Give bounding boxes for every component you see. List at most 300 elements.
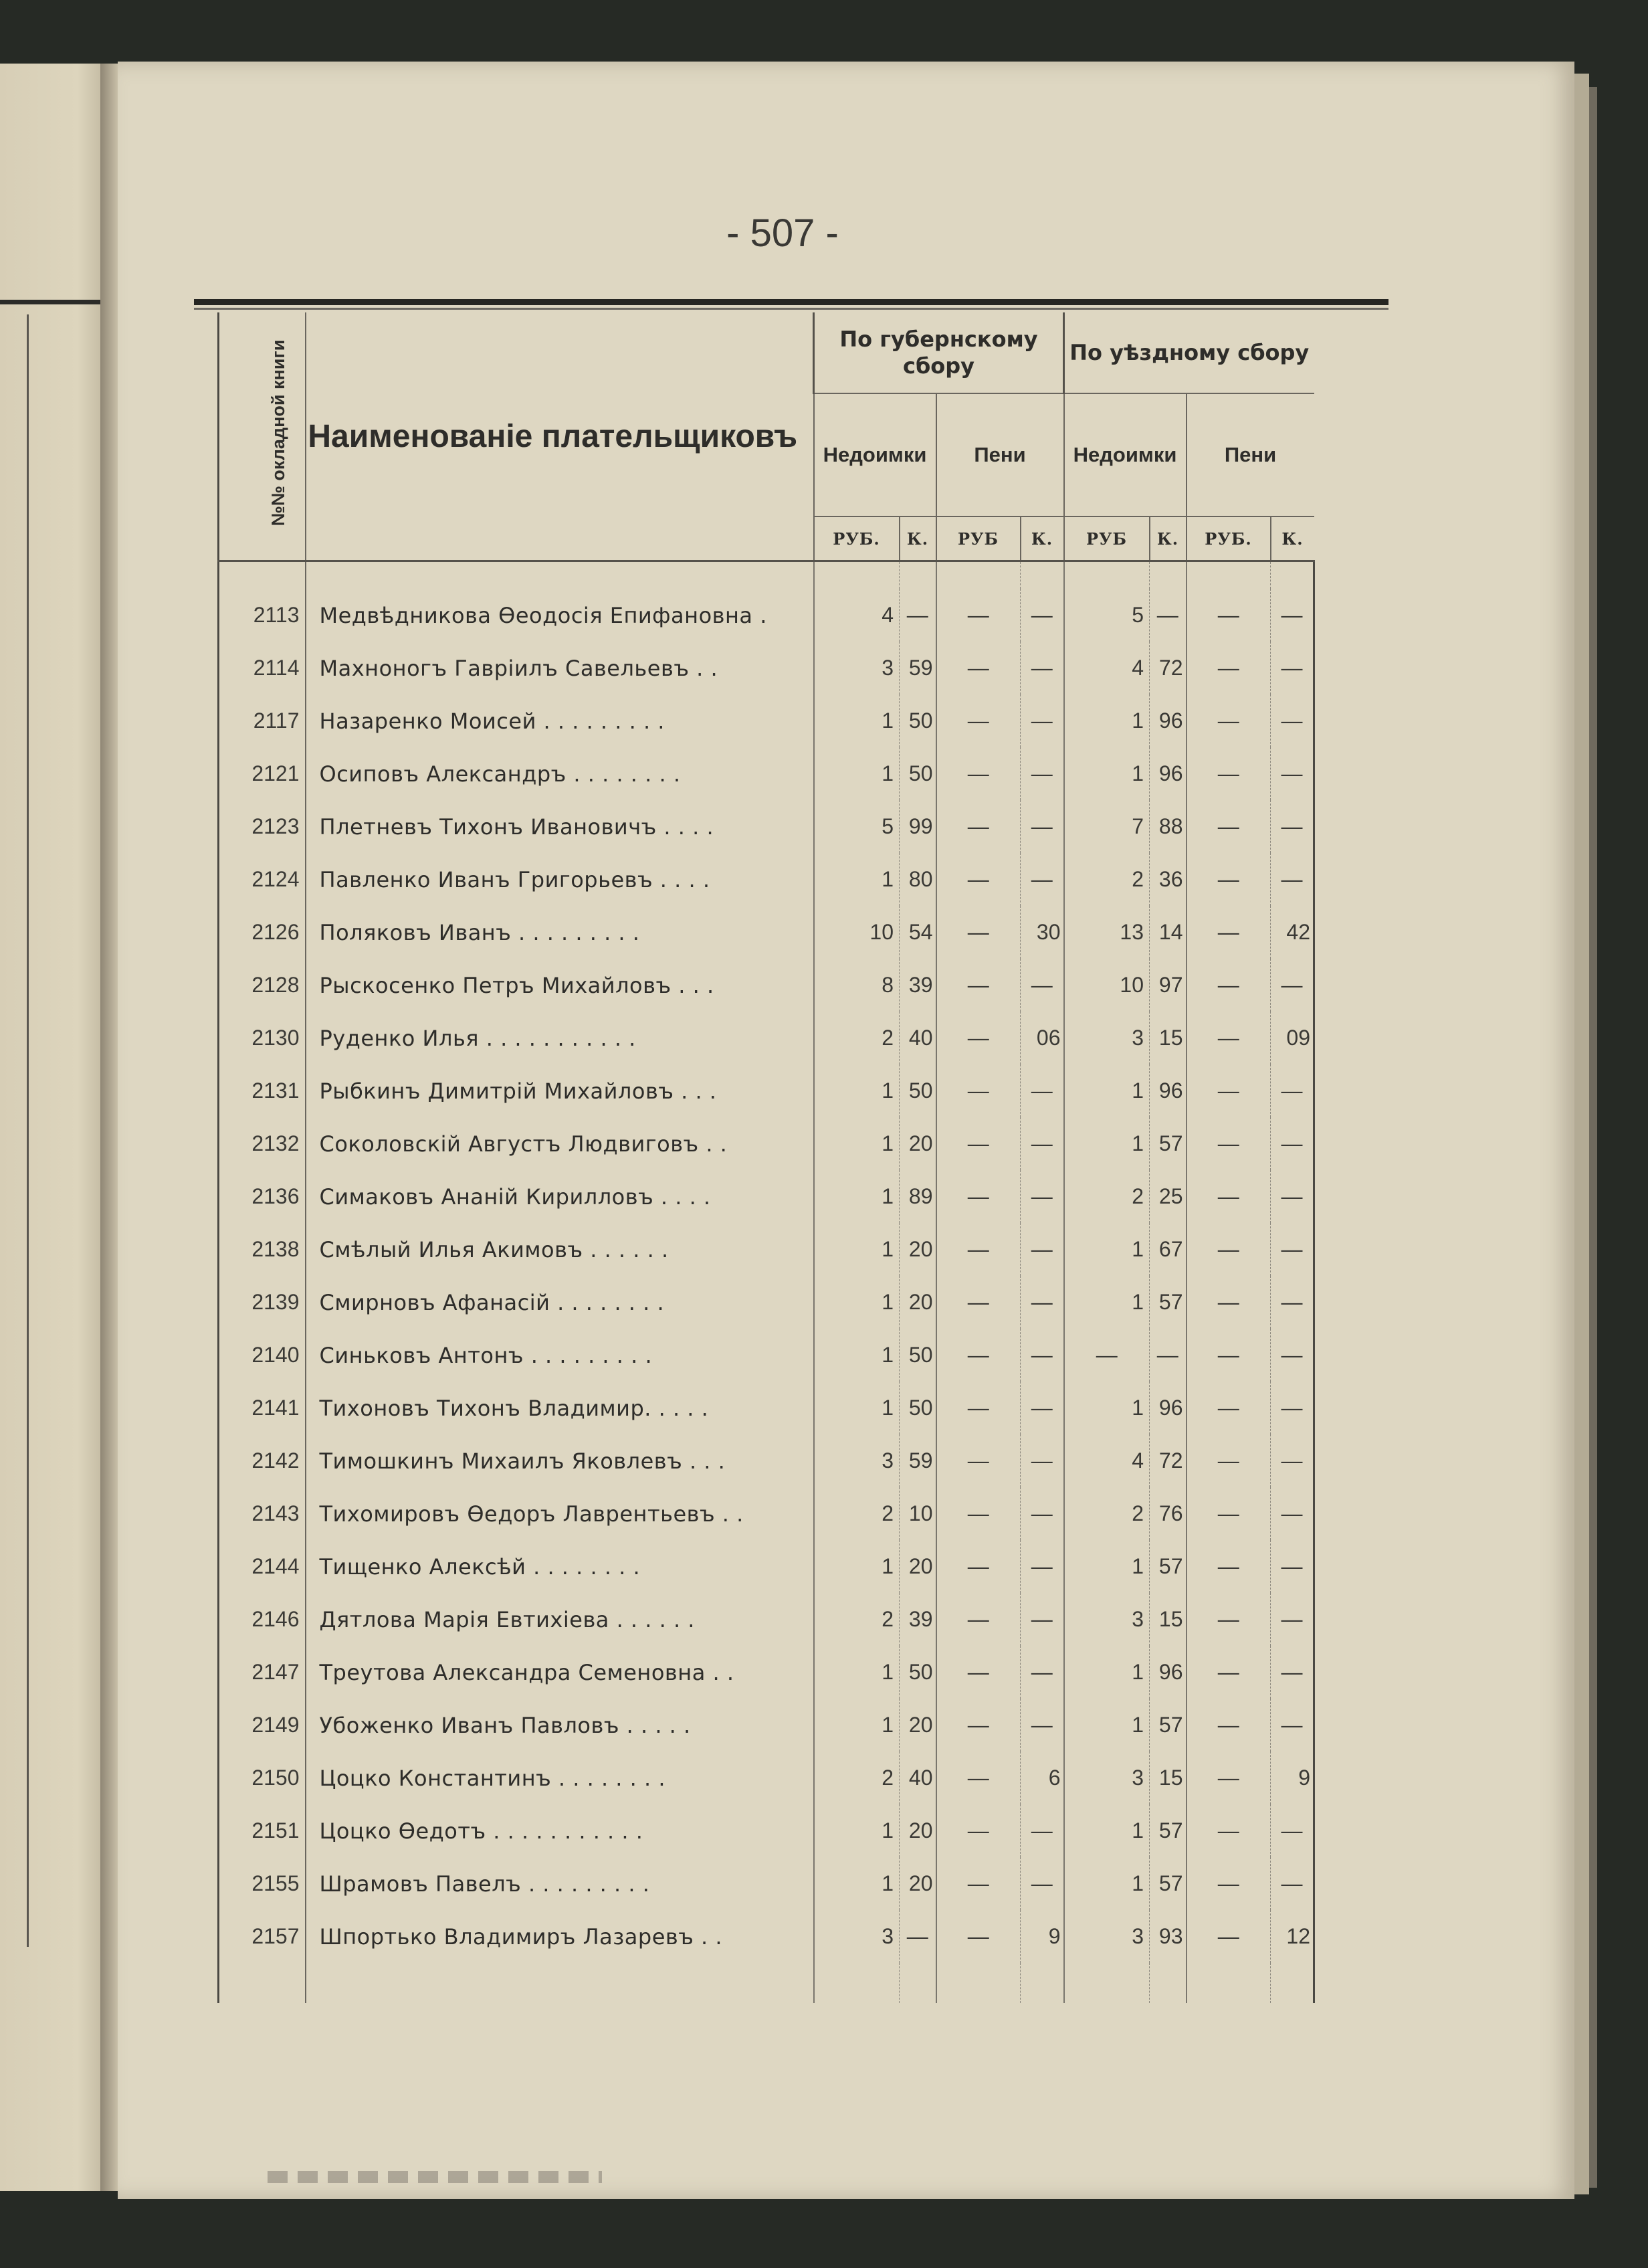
book-number: 2132	[219, 1117, 306, 1170]
uezd-arrears-rub: 5	[1064, 589, 1150, 642]
gub-arrears-rub: 2	[814, 1487, 900, 1540]
uezd-penalty-rub: —	[1187, 1434, 1271, 1487]
uezd-arrears-rub: 1	[1064, 1699, 1150, 1752]
gub-arrears-kop: 39	[900, 1593, 936, 1646]
gub-penalty-kop: 6	[1021, 1752, 1064, 1804]
payer-name: Шрамовъ Павелъ . . . . . . . . .	[319, 1871, 650, 1897]
gub-arrears-rub: 2	[814, 1752, 900, 1804]
payer-name: Смѣлый Илья Акимовъ . . . . . .	[319, 1236, 669, 1262]
uezd-penalty-rub: —	[1187, 1117, 1271, 1170]
book-number: 2146	[219, 1593, 306, 1646]
uezd-arrears-rub: 2	[1064, 853, 1150, 906]
table-row	[219, 1593, 1314, 1646]
gub-penalty-rub: —	[936, 959, 1021, 1012]
uezd-arrears-rub: 3	[1064, 1752, 1150, 1804]
gub-arrears-kop: 20	[900, 1699, 936, 1752]
gub-penalty-rub: —	[936, 1752, 1021, 1804]
gub-arrears-rub: 1	[814, 853, 900, 906]
uezd-penalty-kop: 09	[1271, 1012, 1314, 1064]
gub-arrears-kop: 50	[900, 694, 936, 747]
uezd-penalty-rub: —	[1187, 959, 1271, 1012]
uezd-arrears-kop: 72	[1150, 642, 1187, 694]
gub-penalty-kop: —	[1021, 959, 1064, 1012]
uezd-arrears-rub: 10	[1064, 959, 1150, 1012]
table-row	[219, 1276, 1314, 1329]
gub-penalty-rub: —	[936, 906, 1021, 959]
uezd-penalty-rub: —	[1187, 1752, 1271, 1804]
book-number: 2131	[219, 1064, 306, 1117]
uezd-penalty-kop: 9	[1271, 1752, 1314, 1804]
uezd-arrears-kop: 72	[1150, 1434, 1187, 1487]
gub-arrears-kop: 20	[900, 1540, 936, 1593]
gub-penalty-kop: 06	[1021, 1012, 1064, 1064]
gub-penalty-rub: —	[936, 589, 1021, 642]
gub-penalty-kop: —	[1021, 800, 1064, 853]
table-row	[219, 1752, 1314, 1804]
table-row	[219, 589, 1314, 642]
uezd-penalty-rub: —	[1187, 747, 1271, 800]
uezd-penalty-rub: —	[1187, 642, 1271, 694]
gub-arrears-kop: 59	[900, 1434, 936, 1487]
gub-arrears-rub: 3	[814, 1910, 900, 1963]
uezd-penalty-kop: —	[1271, 959, 1314, 1012]
page-edge-shadow	[1589, 87, 1597, 2188]
uezd-arrears-kop: 57	[1150, 1276, 1187, 1329]
table-row	[219, 800, 1314, 853]
book-number: 2136	[219, 1170, 306, 1223]
uezd-penalty-rub: —	[1187, 1540, 1271, 1593]
ledger-body	[219, 561, 1314, 2004]
gub-penalty-rub: —	[936, 1487, 1021, 1540]
gub-penalty-kop: 30	[1021, 906, 1064, 959]
gub-arrears-kop: 89	[900, 1170, 936, 1223]
payer-name: Соколовскій Августъ Людвиговъ . .	[319, 1131, 728, 1157]
uezd-penalty-rub: —	[1187, 694, 1271, 747]
gub-arrears-kop: 54	[900, 906, 936, 959]
header-uezd-levy: По уѣздному сбору	[1064, 312, 1314, 393]
table-row	[219, 747, 1314, 800]
book-number: 2140	[219, 1329, 306, 1382]
uezd-arrears-kop: 15	[1150, 1593, 1187, 1646]
unit-kop: К.	[1150, 516, 1187, 561]
gub-arrears-rub: 1	[814, 1857, 900, 1910]
book-number: 2113	[219, 589, 306, 642]
book-number: 2141	[219, 1382, 306, 1434]
uezd-penalty-kop: —	[1271, 1276, 1314, 1329]
gub-arrears-kop: 39	[900, 959, 936, 1012]
uezd-penalty-rub: —	[1187, 1646, 1271, 1699]
gub-arrears-kop: 10	[900, 1487, 936, 1540]
table-row	[219, 1329, 1314, 1382]
uezd-arrears-rub: 1	[1064, 1223, 1150, 1276]
payer-name: Осиповъ Александръ . . . . . . . .	[319, 761, 681, 787]
gub-penalty-rub: —	[936, 1012, 1021, 1064]
gub-arrears-rub: 1	[814, 694, 900, 747]
gub-arrears-kop: 50	[900, 1382, 936, 1434]
table-row	[219, 1012, 1314, 1064]
uezd-penalty-rub: —	[1187, 1804, 1271, 1857]
gub-penalty-rub: —	[936, 1170, 1021, 1223]
header-arrears-1: Недоимки	[814, 393, 936, 516]
gub-arrears-kop: 50	[900, 747, 936, 800]
payer-name: Цоцко Ѳедотъ . . . . . . . . . . .	[319, 1818, 643, 1844]
unit-rub: РУБ.	[1187, 516, 1271, 561]
gub-arrears-rub: 1	[814, 1223, 900, 1276]
book-number: 2149	[219, 1699, 306, 1752]
gub-penalty-rub: —	[936, 1910, 1021, 1963]
uezd-arrears-kop: —	[1150, 589, 1187, 642]
gub-arrears-kop: 20	[900, 1117, 936, 1170]
gub-penalty-kop: —	[1021, 1804, 1064, 1857]
payer-name: Убоженко Иванъ Павловъ . . . . .	[319, 1712, 691, 1738]
uezd-penalty-kop: —	[1271, 1646, 1314, 1699]
uezd-arrears-kop: 57	[1150, 1804, 1187, 1857]
book-number: 2114	[219, 642, 306, 694]
table-row	[219, 1117, 1314, 1170]
gub-penalty-rub: —	[936, 1117, 1021, 1170]
header-penalty-1: Пени	[936, 393, 1064, 516]
uezd-arrears-rub: 1	[1064, 1540, 1150, 1593]
gub-penalty-kop: —	[1021, 1593, 1064, 1646]
gub-penalty-rub: —	[936, 1329, 1021, 1382]
payer-name: Синьковъ Антонъ . . . . . . . . .	[319, 1342, 653, 1368]
uezd-arrears-kop: 67	[1150, 1223, 1187, 1276]
uezd-arrears-kop: 57	[1150, 1699, 1187, 1752]
payer-name: Шпортько Владимиръ Лазаревъ . .	[319, 1923, 723, 1950]
uezd-arrears-kop: —	[1150, 1329, 1187, 1382]
table-row	[219, 1804, 1314, 1857]
gub-penalty-kop: —	[1021, 1540, 1064, 1593]
payer-name: Рыскосенко Петръ Михайловъ . . .	[319, 972, 714, 998]
book-number: 2121	[219, 747, 306, 800]
bottom-scan-artifact	[268, 2171, 602, 2183]
uezd-penalty-rub: —	[1187, 906, 1271, 959]
gub-arrears-kop: 50	[900, 1329, 936, 1382]
uezd-arrears-kop: 57	[1150, 1857, 1187, 1910]
book-number: 2155	[219, 1857, 306, 1910]
gub-arrears-rub: 1	[814, 1064, 900, 1117]
gub-arrears-kop: 99	[900, 800, 936, 853]
uezd-arrears-kop: 93	[1150, 1910, 1187, 1963]
gub-penalty-rub: —	[936, 1382, 1021, 1434]
uezd-penalty-kop: —	[1271, 1540, 1314, 1593]
gub-penalty-rub: —	[936, 1064, 1021, 1117]
table-row	[219, 906, 1314, 959]
gub-penalty-rub: —	[936, 1434, 1021, 1487]
payer-name: Треутова Александра Семеновна . .	[319, 1659, 734, 1685]
gub-penalty-rub: —	[936, 1276, 1021, 1329]
book-number: 2147	[219, 1646, 306, 1699]
uezd-arrears-rub: 3	[1064, 1012, 1150, 1064]
gub-arrears-rub: 2	[814, 1593, 900, 1646]
table-row	[219, 1857, 1314, 1910]
gub-arrears-rub: 3	[814, 642, 900, 694]
book-number: 2139	[219, 1276, 306, 1329]
payer-name: Симаковъ Ананій Кирилловъ . . . .	[319, 1184, 711, 1210]
gub-penalty-kop: 9	[1021, 1910, 1064, 1963]
book-number: 2144	[219, 1540, 306, 1593]
uezd-arrears-kop: 96	[1150, 694, 1187, 747]
uezd-penalty-kop: —	[1271, 1434, 1314, 1487]
unit-rub: РУБ.	[814, 516, 900, 561]
uezd-arrears-rub: 4	[1064, 642, 1150, 694]
gub-penalty-kop: —	[1021, 1382, 1064, 1434]
uezd-penalty-rub: —	[1187, 1276, 1271, 1329]
uezd-penalty-rub: —	[1187, 1382, 1271, 1434]
gub-penalty-rub: —	[936, 1857, 1021, 1910]
uezd-arrears-rub: 1	[1064, 694, 1150, 747]
uezd-penalty-rub: —	[1187, 853, 1271, 906]
uezd-penalty-kop: —	[1271, 642, 1314, 694]
gub-penalty-rub: —	[936, 694, 1021, 747]
uezd-arrears-rub: 1	[1064, 1117, 1150, 1170]
unit-kop: К.	[1271, 516, 1314, 561]
uezd-arrears-kop: 88	[1150, 800, 1187, 853]
unit-kop: К.	[900, 516, 936, 561]
uezd-penalty-rub: —	[1187, 1910, 1271, 1963]
uezd-penalty-rub: —	[1187, 1064, 1271, 1117]
unit-rub: РУБ	[1064, 516, 1150, 561]
gub-penalty-kop: —	[1021, 1276, 1064, 1329]
uezd-arrears-kop: 36	[1150, 853, 1187, 906]
uezd-arrears-rub: 13	[1064, 906, 1150, 959]
gub-penalty-kop: —	[1021, 642, 1064, 694]
left-page	[0, 64, 110, 2191]
uezd-penalty-kop: —	[1271, 1593, 1314, 1646]
uezd-arrears-kop: 15	[1150, 1752, 1187, 1804]
table-row	[219, 853, 1314, 906]
gub-penalty-rub: —	[936, 747, 1021, 800]
uezd-arrears-kop: 76	[1150, 1487, 1187, 1540]
gub-arrears-rub: 1	[814, 1276, 900, 1329]
uezd-arrears-kop: 15	[1150, 1012, 1187, 1064]
gub-penalty-kop: —	[1021, 1487, 1064, 1540]
gub-arrears-kop: 80	[900, 853, 936, 906]
payer-name: Тимошкинъ Михаилъ Яковлевъ . . .	[319, 1448, 726, 1474]
gub-arrears-rub: 2	[814, 1012, 900, 1064]
uezd-penalty-rub: —	[1187, 1012, 1271, 1064]
header-payer-name: Наименованіе плательщиковъ	[306, 312, 814, 561]
payer-name: Тихоновъ Тихонъ Владимир. . . . .	[319, 1395, 709, 1421]
uezd-penalty-kop: —	[1271, 1329, 1314, 1382]
gub-arrears-kop: 20	[900, 1804, 936, 1857]
gub-arrears-kop: 20	[900, 1223, 936, 1276]
unit-rub: РУБ	[936, 516, 1021, 561]
payer-name: Поляковъ Иванъ . . . . . . . . .	[319, 919, 640, 945]
uezd-penalty-kop: 12	[1271, 1910, 1314, 1963]
gub-arrears-kop: 50	[900, 1646, 936, 1699]
gub-penalty-rub: —	[936, 853, 1021, 906]
uezd-arrears-rub: 2	[1064, 1487, 1150, 1540]
page-edge	[1574, 74, 1589, 2194]
book-number: 2123	[219, 800, 306, 853]
table-row	[219, 1382, 1314, 1434]
uezd-penalty-kop: —	[1271, 589, 1314, 642]
gub-arrears-rub: 1	[814, 747, 900, 800]
table-row	[219, 1064, 1314, 1117]
gub-penalty-rub: —	[936, 1540, 1021, 1593]
table-row	[219, 1699, 1314, 1752]
payer-name: Руденко Илья . . . . . . . . . . .	[319, 1025, 636, 1051]
payer-name: Павленко Иванъ Григорьевъ . . . .	[319, 866, 710, 892]
uezd-penalty-kop: —	[1271, 1223, 1314, 1276]
gub-arrears-rub: 3	[814, 1434, 900, 1487]
gub-arrears-kop: 50	[900, 1064, 936, 1117]
payer-name: Смирновъ Афанасій . . . . . . . .	[319, 1289, 665, 1315]
gub-arrears-kop: 59	[900, 642, 936, 694]
header-gubernia-levy: По губернскому сбору	[814, 312, 1064, 393]
table-row	[219, 1170, 1314, 1223]
uezd-penalty-kop: —	[1271, 1487, 1314, 1540]
book-number: 2117	[219, 694, 306, 747]
uezd-arrears-rub: 1	[1064, 1646, 1150, 1699]
table-row	[219, 694, 1314, 747]
gub-arrears-rub: 4	[814, 589, 900, 642]
gub-arrears-kop: 40	[900, 1752, 936, 1804]
gub-penalty-kop: —	[1021, 694, 1064, 747]
book-number: 2124	[219, 853, 306, 906]
uezd-arrears-rub: 1	[1064, 1276, 1150, 1329]
uezd-arrears-kop: 96	[1150, 1382, 1187, 1434]
uezd-arrears-kop: 96	[1150, 1646, 1187, 1699]
payer-name: Медвѣдникова Ѳеодосія Епифановна .	[319, 602, 767, 628]
table-row	[219, 1540, 1314, 1593]
table-top-rule-thin	[194, 308, 1388, 310]
uezd-penalty-kop: —	[1271, 747, 1314, 800]
gub-penalty-kop: —	[1021, 1223, 1064, 1276]
uezd-arrears-kop: 96	[1150, 747, 1187, 800]
gub-penalty-kop: —	[1021, 1699, 1064, 1752]
table-row	[219, 1646, 1314, 1699]
gub-arrears-kop: 40	[900, 1012, 936, 1064]
gub-penalty-rub: —	[936, 1804, 1021, 1857]
uezd-arrears-kop: 97	[1150, 959, 1187, 1012]
gub-arrears-rub: 1	[814, 1646, 900, 1699]
uezd-penalty-kop: —	[1271, 1857, 1314, 1910]
uezd-penalty-kop: —	[1271, 1117, 1314, 1170]
uezd-arrears-kop: 57	[1150, 1540, 1187, 1593]
header-arrears-2: Недоимки	[1064, 393, 1187, 516]
table-row	[219, 1487, 1314, 1540]
uezd-arrears-kop: 14	[1150, 906, 1187, 959]
gub-penalty-kop: —	[1021, 1064, 1064, 1117]
uezd-penalty-kop: —	[1271, 1804, 1314, 1857]
book-number: 2151	[219, 1804, 306, 1857]
gub-penalty-rub: —	[936, 1223, 1021, 1276]
book-number: 2157	[219, 1910, 306, 1963]
gub-penalty-kop: —	[1021, 1434, 1064, 1487]
gub-arrears-rub: 1	[814, 1540, 900, 1593]
gub-penalty-kop: —	[1021, 1170, 1064, 1223]
uezd-arrears-rub: 1	[1064, 1382, 1150, 1434]
uezd-arrears-rub: 7	[1064, 800, 1150, 853]
book-number: 2128	[219, 959, 306, 1012]
page-number: - 507 -	[726, 211, 839, 255]
uezd-penalty-kop: —	[1271, 1699, 1314, 1752]
uezd-penalty-rub: —	[1187, 800, 1271, 853]
left-page-column-line	[27, 314, 29, 1947]
unit-kop: К.	[1021, 516, 1064, 561]
uezd-arrears-kop: 57	[1150, 1117, 1187, 1170]
book-number: 2142	[219, 1434, 306, 1487]
gub-arrears-kop: 20	[900, 1276, 936, 1329]
gub-penalty-kop: —	[1021, 1646, 1064, 1699]
uezd-arrears-rub: 2	[1064, 1170, 1150, 1223]
gub-arrears-rub: 1	[814, 1117, 900, 1170]
uezd-penalty-rub: —	[1187, 1329, 1271, 1382]
table-top-rule	[194, 299, 1388, 305]
gub-arrears-rub: 1	[814, 1804, 900, 1857]
gub-penalty-rub: —	[936, 642, 1021, 694]
payer-name: Тихомировъ Ѳедоръ Лаврентьевъ . .	[319, 1501, 744, 1527]
payer-name: Назаренко Моисей . . . . . . . . .	[319, 708, 665, 734]
gub-penalty-kop: —	[1021, 747, 1064, 800]
gub-arrears-rub: 1	[814, 1329, 900, 1382]
gub-arrears-rub: 10	[814, 906, 900, 959]
uezd-arrears-rub: 1	[1064, 1064, 1150, 1117]
uezd-arrears-rub: 1	[1064, 747, 1150, 800]
gub-arrears-kop: 20	[900, 1857, 936, 1910]
gub-arrears-rub: 1	[814, 1382, 900, 1434]
payer-name: Цоцко Константинъ . . . . . . . .	[319, 1765, 665, 1791]
gub-arrears-rub: 1	[814, 1170, 900, 1223]
uezd-penalty-rub: —	[1187, 1170, 1271, 1223]
payer-name: Рыбкинъ Димитрій Михайловъ . . .	[319, 1078, 717, 1104]
table-row	[219, 642, 1314, 694]
payer-name: Плетневъ Тихонъ Ивановичъ . . . .	[319, 814, 714, 840]
uezd-arrears-rub: 4	[1064, 1434, 1150, 1487]
payer-name: Тищенко Алексѣй . . . . . . . .	[319, 1553, 641, 1580]
gub-arrears-kop: —	[900, 589, 936, 642]
gub-arrears-kop: —	[900, 1910, 936, 1963]
uezd-arrears-rub: 1	[1064, 1804, 1150, 1857]
uezd-penalty-kop: —	[1271, 1170, 1314, 1223]
uezd-penalty-rub: —	[1187, 1223, 1271, 1276]
uezd-arrears-kop: 96	[1150, 1064, 1187, 1117]
gub-penalty-rub: —	[936, 1593, 1021, 1646]
uezd-penalty-rub: —	[1187, 1699, 1271, 1752]
uezd-arrears-rub: 3	[1064, 1593, 1150, 1646]
uezd-penalty-kop: —	[1271, 1382, 1314, 1434]
table-row	[219, 1434, 1314, 1487]
book-number: 2150	[219, 1752, 306, 1804]
book-number: 2143	[219, 1487, 306, 1540]
gub-penalty-rub: —	[936, 800, 1021, 853]
uezd-penalty-kop: —	[1271, 800, 1314, 853]
gub-penalty-kop: —	[1021, 1117, 1064, 1170]
uezd-penalty-kop: 42	[1271, 906, 1314, 959]
uezd-arrears-rub: 3	[1064, 1910, 1150, 1963]
book-number: 2130	[219, 1012, 306, 1064]
payer-name: Махноногъ Гавріилъ Савельевъ . .	[319, 655, 718, 681]
book-number: 2138	[219, 1223, 306, 1276]
gub-penalty-kop: —	[1021, 1329, 1064, 1382]
uezd-penalty-rub: —	[1187, 1857, 1271, 1910]
gub-arrears-rub: 5	[814, 800, 900, 853]
gub-penalty-rub: —	[936, 1646, 1021, 1699]
gub-arrears-rub: 8	[814, 959, 900, 1012]
left-page-rule	[0, 300, 100, 304]
book-number: 2126	[219, 906, 306, 959]
header-book-number: №№ окладной книги	[219, 312, 306, 561]
uezd-penalty-rub: —	[1187, 1593, 1271, 1646]
payer-name: Дятлова Марія Евтихіева . . . . . .	[319, 1606, 695, 1632]
uezd-arrears-kop: 25	[1150, 1170, 1187, 1223]
ledger-table	[217, 312, 1315, 2003]
uezd-penalty-rub: —	[1187, 589, 1271, 642]
table-row	[219, 1223, 1314, 1276]
gub-penalty-kop: —	[1021, 589, 1064, 642]
